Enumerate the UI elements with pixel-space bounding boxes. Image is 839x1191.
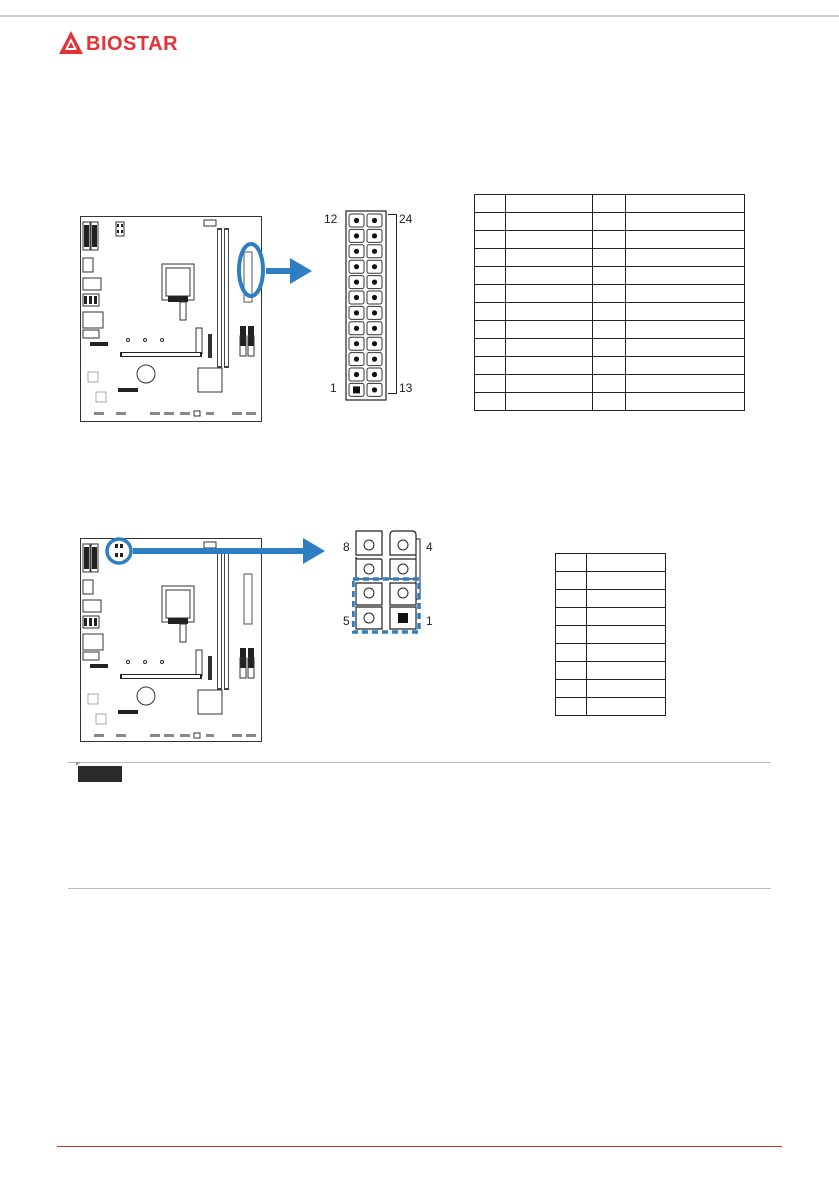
pin-table-row <box>475 231 745 249</box>
pin-table-cell <box>587 698 666 716</box>
atx8-pin-1-label: 1 <box>426 614 433 628</box>
pin-table-row <box>556 698 666 716</box>
pin-table-cell <box>475 267 506 285</box>
motherboard-diagram-atx8 <box>80 538 262 742</box>
atx8-pin-8-label: 8 <box>343 540 350 554</box>
atx24-pin-24-label: 24 <box>399 212 413 226</box>
atx24-pin-table <box>474 194 745 411</box>
pin-table-cell <box>556 572 587 590</box>
pin-table-row <box>556 626 666 644</box>
pin-table-cell <box>475 303 506 321</box>
pin-table-row <box>556 662 666 680</box>
pin-table-row <box>475 357 745 375</box>
pin-table-cell <box>556 554 587 572</box>
pin-table-row <box>475 267 745 285</box>
pin-table-cell <box>626 375 745 393</box>
pin-table-cell <box>626 339 745 357</box>
pin-table-row <box>475 375 745 393</box>
pin-table-cell <box>587 644 666 662</box>
atx24-pin-dot <box>354 341 359 346</box>
atx24-pin-dot <box>372 310 377 315</box>
pin-table-cell <box>506 249 593 267</box>
pin-table-cell <box>593 249 626 267</box>
pin-table-row <box>475 339 745 357</box>
atx24-pin-dot <box>372 280 377 285</box>
atx8-pin-table <box>555 553 666 716</box>
pin-table-cell <box>593 195 626 213</box>
pin-table-cell <box>506 231 593 249</box>
atx24-pin-dot <box>372 372 377 377</box>
pin-table-cell <box>556 626 587 644</box>
pin-table-cell <box>475 393 506 411</box>
atx24-bracket <box>388 214 397 394</box>
pin-table-row <box>475 195 745 213</box>
pin-table-cell <box>556 608 587 626</box>
pin-table-cell <box>587 680 666 698</box>
pin-table-cell <box>626 249 745 267</box>
pin-table-cell <box>506 267 593 285</box>
pin-table-cell <box>506 321 593 339</box>
atx24-pin-dot <box>372 341 377 346</box>
pin-table-cell <box>506 213 593 231</box>
pin-table-cell <box>587 662 666 680</box>
brand-logo <box>58 30 208 62</box>
pin-table-cell <box>593 393 626 411</box>
pin-table-cell <box>593 357 626 375</box>
atx24-highlight <box>236 242 266 298</box>
pin-table-row <box>556 590 666 608</box>
pin-table-cell <box>506 393 593 411</box>
pin-table-cell <box>626 393 745 411</box>
atx24-pin-dot <box>354 310 359 315</box>
biostar-logo-icon <box>58 30 84 56</box>
pin-table-cell <box>626 195 745 213</box>
pin-table-cell <box>506 357 593 375</box>
pin-table-cell <box>587 572 666 590</box>
pin-table-cell <box>475 213 506 231</box>
pin-table-cell <box>556 662 587 680</box>
pin-table-cell <box>475 375 506 393</box>
atx24-pin-dot <box>372 357 377 362</box>
atx24-pin-12-label: 12 <box>324 212 338 226</box>
pin-table-cell <box>475 321 506 339</box>
header-rule <box>0 15 839 17</box>
pin-table-cell <box>626 303 745 321</box>
pin-table-cell <box>626 321 745 339</box>
pin-table-cell <box>475 285 506 303</box>
atx24-pin-dot <box>354 264 359 269</box>
atx24-pin-dot <box>372 326 377 331</box>
pin-table-cell <box>506 375 593 393</box>
atx24-pin-dot <box>372 233 377 238</box>
pin-table-cell <box>556 590 587 608</box>
pin-table-cell <box>506 303 593 321</box>
atx24-pin-dot <box>372 218 377 223</box>
pin-table-cell <box>475 357 506 375</box>
pin-table-cell <box>626 357 745 375</box>
pin-table-cell <box>506 195 593 213</box>
pin-table-row <box>556 554 666 572</box>
pin-table-cell <box>593 303 626 321</box>
atx24-pin-dot <box>354 280 359 285</box>
atx8-connector <box>352 529 424 635</box>
atx8-pin-4-label: 4 <box>426 540 433 554</box>
note-label-tag <box>78 766 122 782</box>
atx24-connector <box>345 210 387 402</box>
pin-table-cell <box>587 608 666 626</box>
pin-table-cell <box>556 698 587 716</box>
atx8-pin-5-label: 5 <box>343 614 350 628</box>
pin-table-row <box>475 249 745 267</box>
pin-table-cell <box>506 285 593 303</box>
pin-table-cell <box>593 231 626 249</box>
pin-table-cell <box>626 213 745 231</box>
pin-table-row <box>475 303 745 321</box>
arrow-to-atx8 <box>133 538 325 564</box>
pin-table-cell <box>587 590 666 608</box>
motherboard-diagram-atx24 <box>80 216 262 422</box>
pin-table-cell <box>475 339 506 357</box>
atx24-pin-dot <box>354 372 359 377</box>
pin-table-cell <box>626 231 745 249</box>
atx8-highlight <box>104 536 134 566</box>
pin-table-cell <box>593 267 626 285</box>
brand-name: BIOSTAR <box>86 33 179 55</box>
pin-table-cell <box>593 321 626 339</box>
note-corner <box>76 762 80 766</box>
pin-table-cell <box>475 249 506 267</box>
atx24-pin-dot <box>354 295 359 300</box>
pin-table-cell <box>593 339 626 357</box>
pin-table-cell <box>556 680 587 698</box>
pin-table-row <box>475 285 745 303</box>
atx24-pin-dot <box>354 326 359 331</box>
arrow-to-atx24 <box>266 258 312 284</box>
pin-table-row <box>556 680 666 698</box>
footer-rule <box>57 1146 782 1147</box>
atx24-pin-dot <box>354 218 359 223</box>
pin-table-row <box>475 321 745 339</box>
pin-table-cell <box>626 285 745 303</box>
pin-table-cell <box>587 554 666 572</box>
atx24-pin-dot <box>372 387 377 392</box>
atx24-pin-dot <box>372 249 377 254</box>
pin-table-cell <box>475 231 506 249</box>
pin-table-row <box>475 213 745 231</box>
atx24-pin-dot <box>372 295 377 300</box>
pin-table-row <box>556 608 666 626</box>
atx24-pin1-marker <box>353 386 360 393</box>
pin-table-cell <box>626 267 745 285</box>
note-bottom-rule <box>68 888 771 889</box>
atx24-pin-dot <box>354 357 359 362</box>
pin-table-cell <box>556 644 587 662</box>
note-top-rule <box>68 762 771 763</box>
atx24-pin-dot <box>354 249 359 254</box>
pin-table-row <box>556 644 666 662</box>
atx24-pin-dot <box>372 264 377 269</box>
pin-table-cell <box>587 626 666 644</box>
pin-table-cell <box>593 213 626 231</box>
pin-table-cell <box>475 195 506 213</box>
atx24-pin-1-label: 1 <box>330 381 337 395</box>
atx24-pin-13-label: 13 <box>399 381 413 395</box>
pin-table-row <box>556 572 666 590</box>
pin-table-cell <box>506 339 593 357</box>
atx24-pin-dot <box>354 233 359 238</box>
pin-table-row <box>475 393 745 411</box>
pin-table-cell <box>593 375 626 393</box>
pin-table-cell <box>593 285 626 303</box>
